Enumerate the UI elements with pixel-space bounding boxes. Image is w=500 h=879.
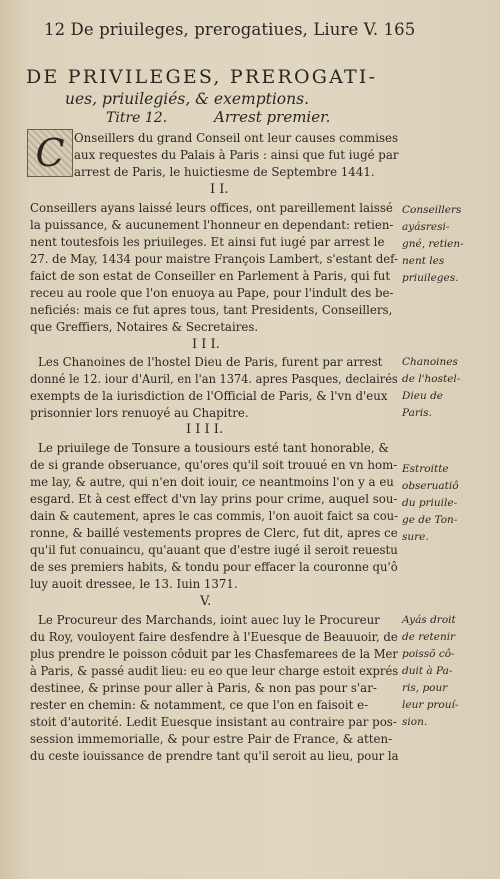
section-number: I I. xyxy=(210,182,229,197)
margin-note: ge de Ton- xyxy=(402,514,458,526)
margin-note: priuileges. xyxy=(402,272,459,284)
margin-note: Ayás droit xyxy=(402,614,456,626)
text-line: Conseillers ayans laissé leurs offices, ont pareillement laissé xyxy=(30,201,393,215)
section-number: I I I. xyxy=(192,337,220,352)
text-line: Le Procureur des Marchands, ioint auec luy le Procureur xyxy=(38,613,380,627)
running-head: 12 De priuileges, prerogatiues, Liure V. 165 xyxy=(44,20,416,39)
text-line: me lay, & autre, qui n'en doit iouir, ce neantmoins l'on y a eu xyxy=(30,475,394,489)
margin-note: Conseillers xyxy=(402,204,462,216)
text-line: Onseillers du grand Conseil ont leur causes commises xyxy=(74,131,399,145)
text-line: plus prendre le poisson côduit par les Chasfemarees de la Mer xyxy=(30,647,398,661)
text-line: neficiés: mais ce fut apres tous, tant Presidents, Conseillers, xyxy=(30,303,393,317)
margin-note: Paris. xyxy=(402,407,432,419)
text-line: Le priuilege de Tonsure a tousiours esté tant honorable, & xyxy=(38,441,389,455)
section-number: V. xyxy=(200,594,212,609)
margin-note: Chanoines xyxy=(402,356,458,368)
text-line: de si grande obseruance, qu'ores qu'il soit trouué en vn hom- xyxy=(30,458,398,472)
text-line: faict de son estat de Conseiller en Parlement à Paris, qui fut xyxy=(30,269,391,283)
text-line: luy auoit dressee, le 13. Iuin 1371. xyxy=(30,577,238,591)
text-line: rester en chemin: & notamment, ce que l'on en faisoit e- xyxy=(30,698,369,712)
text-line: esgard. Et à cest effect d'vn lay prins pour crime, auquel sou- xyxy=(30,492,398,506)
text-line: destinee, & prinse pour aller à Paris, & non pas pour s'ar- xyxy=(30,681,377,695)
text-line: stoit d'autorité. Ledit Euesque insistant au contraire par pos- xyxy=(30,715,397,729)
titre-label: Titre 12. xyxy=(106,110,168,126)
margin-note: ris, pour xyxy=(402,682,448,694)
text-line: prisonnier lors renuoyé au Chapitre. xyxy=(30,406,249,420)
drop-cap-letter: C xyxy=(35,131,65,175)
text-line: de ses premiers habits, & tondu pour effacer la couronne qu'ô xyxy=(30,560,398,574)
margin-note: poissõ cô- xyxy=(402,648,455,660)
margin-note: Estroitte xyxy=(402,463,449,475)
text-line: du ceste iouissance de prendre tant qu'il seroit au lieu, pour la xyxy=(30,749,399,763)
text-line: donné le 12. iour d'Auril, en l'an 1374. apres Pasques, declairés xyxy=(30,372,398,386)
margin-note: Dieu de xyxy=(402,390,444,402)
text-line: la puissance, & aucunement l'honneur en dependant: retien- xyxy=(30,218,394,232)
chapter-title: DE PRIVILEGES, PREROGATI- xyxy=(26,66,378,88)
text-line: dain & cautement, apres le cas commis, l'on auoit faict sa cou- xyxy=(30,509,399,523)
text-line: receu au roole que l'on enuoya au Pape, pour l'indult des be- xyxy=(30,286,394,300)
margin-note: gné, retien- xyxy=(402,238,464,250)
margin-note: nent les xyxy=(402,255,445,267)
margin-note: leur prouí- xyxy=(402,699,459,711)
margin-note: sion. xyxy=(402,716,428,728)
arrest-label: Arrest premier. xyxy=(214,108,331,126)
margin-note: de retenir xyxy=(402,631,456,643)
margin-note: obseruatiô xyxy=(402,480,459,492)
text-line: du Roy, vouloyent faire desfendre à l'Euesque de Beauuoir, de xyxy=(30,630,398,644)
margin-note: ayásresi- xyxy=(402,221,450,233)
margin-note: du priuile- xyxy=(402,497,458,509)
text-line: exempts de la iurisdiction de l'Official de Paris, & l'vn d'eux xyxy=(30,389,388,403)
text-line: 27. de May, 1434 pour maistre François Lambert, s'estant def- xyxy=(30,252,398,266)
text-line: session immemorialle, & pour estre Pair de France, & atten- xyxy=(30,732,393,746)
text-line: arrest de Paris, le huictiesme de Septembre 1441. xyxy=(74,165,375,179)
drop-cap-ornament xyxy=(27,129,73,177)
text-line: aux requestes du Palais à Paris : ainsi que fut iugé par xyxy=(74,148,399,162)
margin-note: de l'hostel- xyxy=(402,373,461,385)
text-line: que Greffiers, Notaires & Secretaires. xyxy=(30,320,259,334)
text-line: nent toutesfois les priuileges. Et ainsi fut iugé par arrest le xyxy=(30,235,385,249)
text-line: à Paris, & passé audit lieu: eu eo que leur charge estoit exprés xyxy=(30,664,399,678)
margin-note: sure. xyxy=(402,531,429,543)
text-line: Les Chanoines de l'hostel Dieu de Paris, furent par arrest xyxy=(38,355,383,369)
chapter-subtitle: ues, priuilegiés, & exemptions. xyxy=(65,90,309,108)
text-line: qu'il fut conuaincu, qu'auant que d'estre iugé il seroit reuestu xyxy=(30,543,398,557)
section-number: I I I I. xyxy=(186,422,224,437)
text-line: ronne, & baillé vestements propres de Clerc, fut dit, apres ce xyxy=(30,526,398,540)
margin-note: duit à Pa- xyxy=(402,665,453,677)
